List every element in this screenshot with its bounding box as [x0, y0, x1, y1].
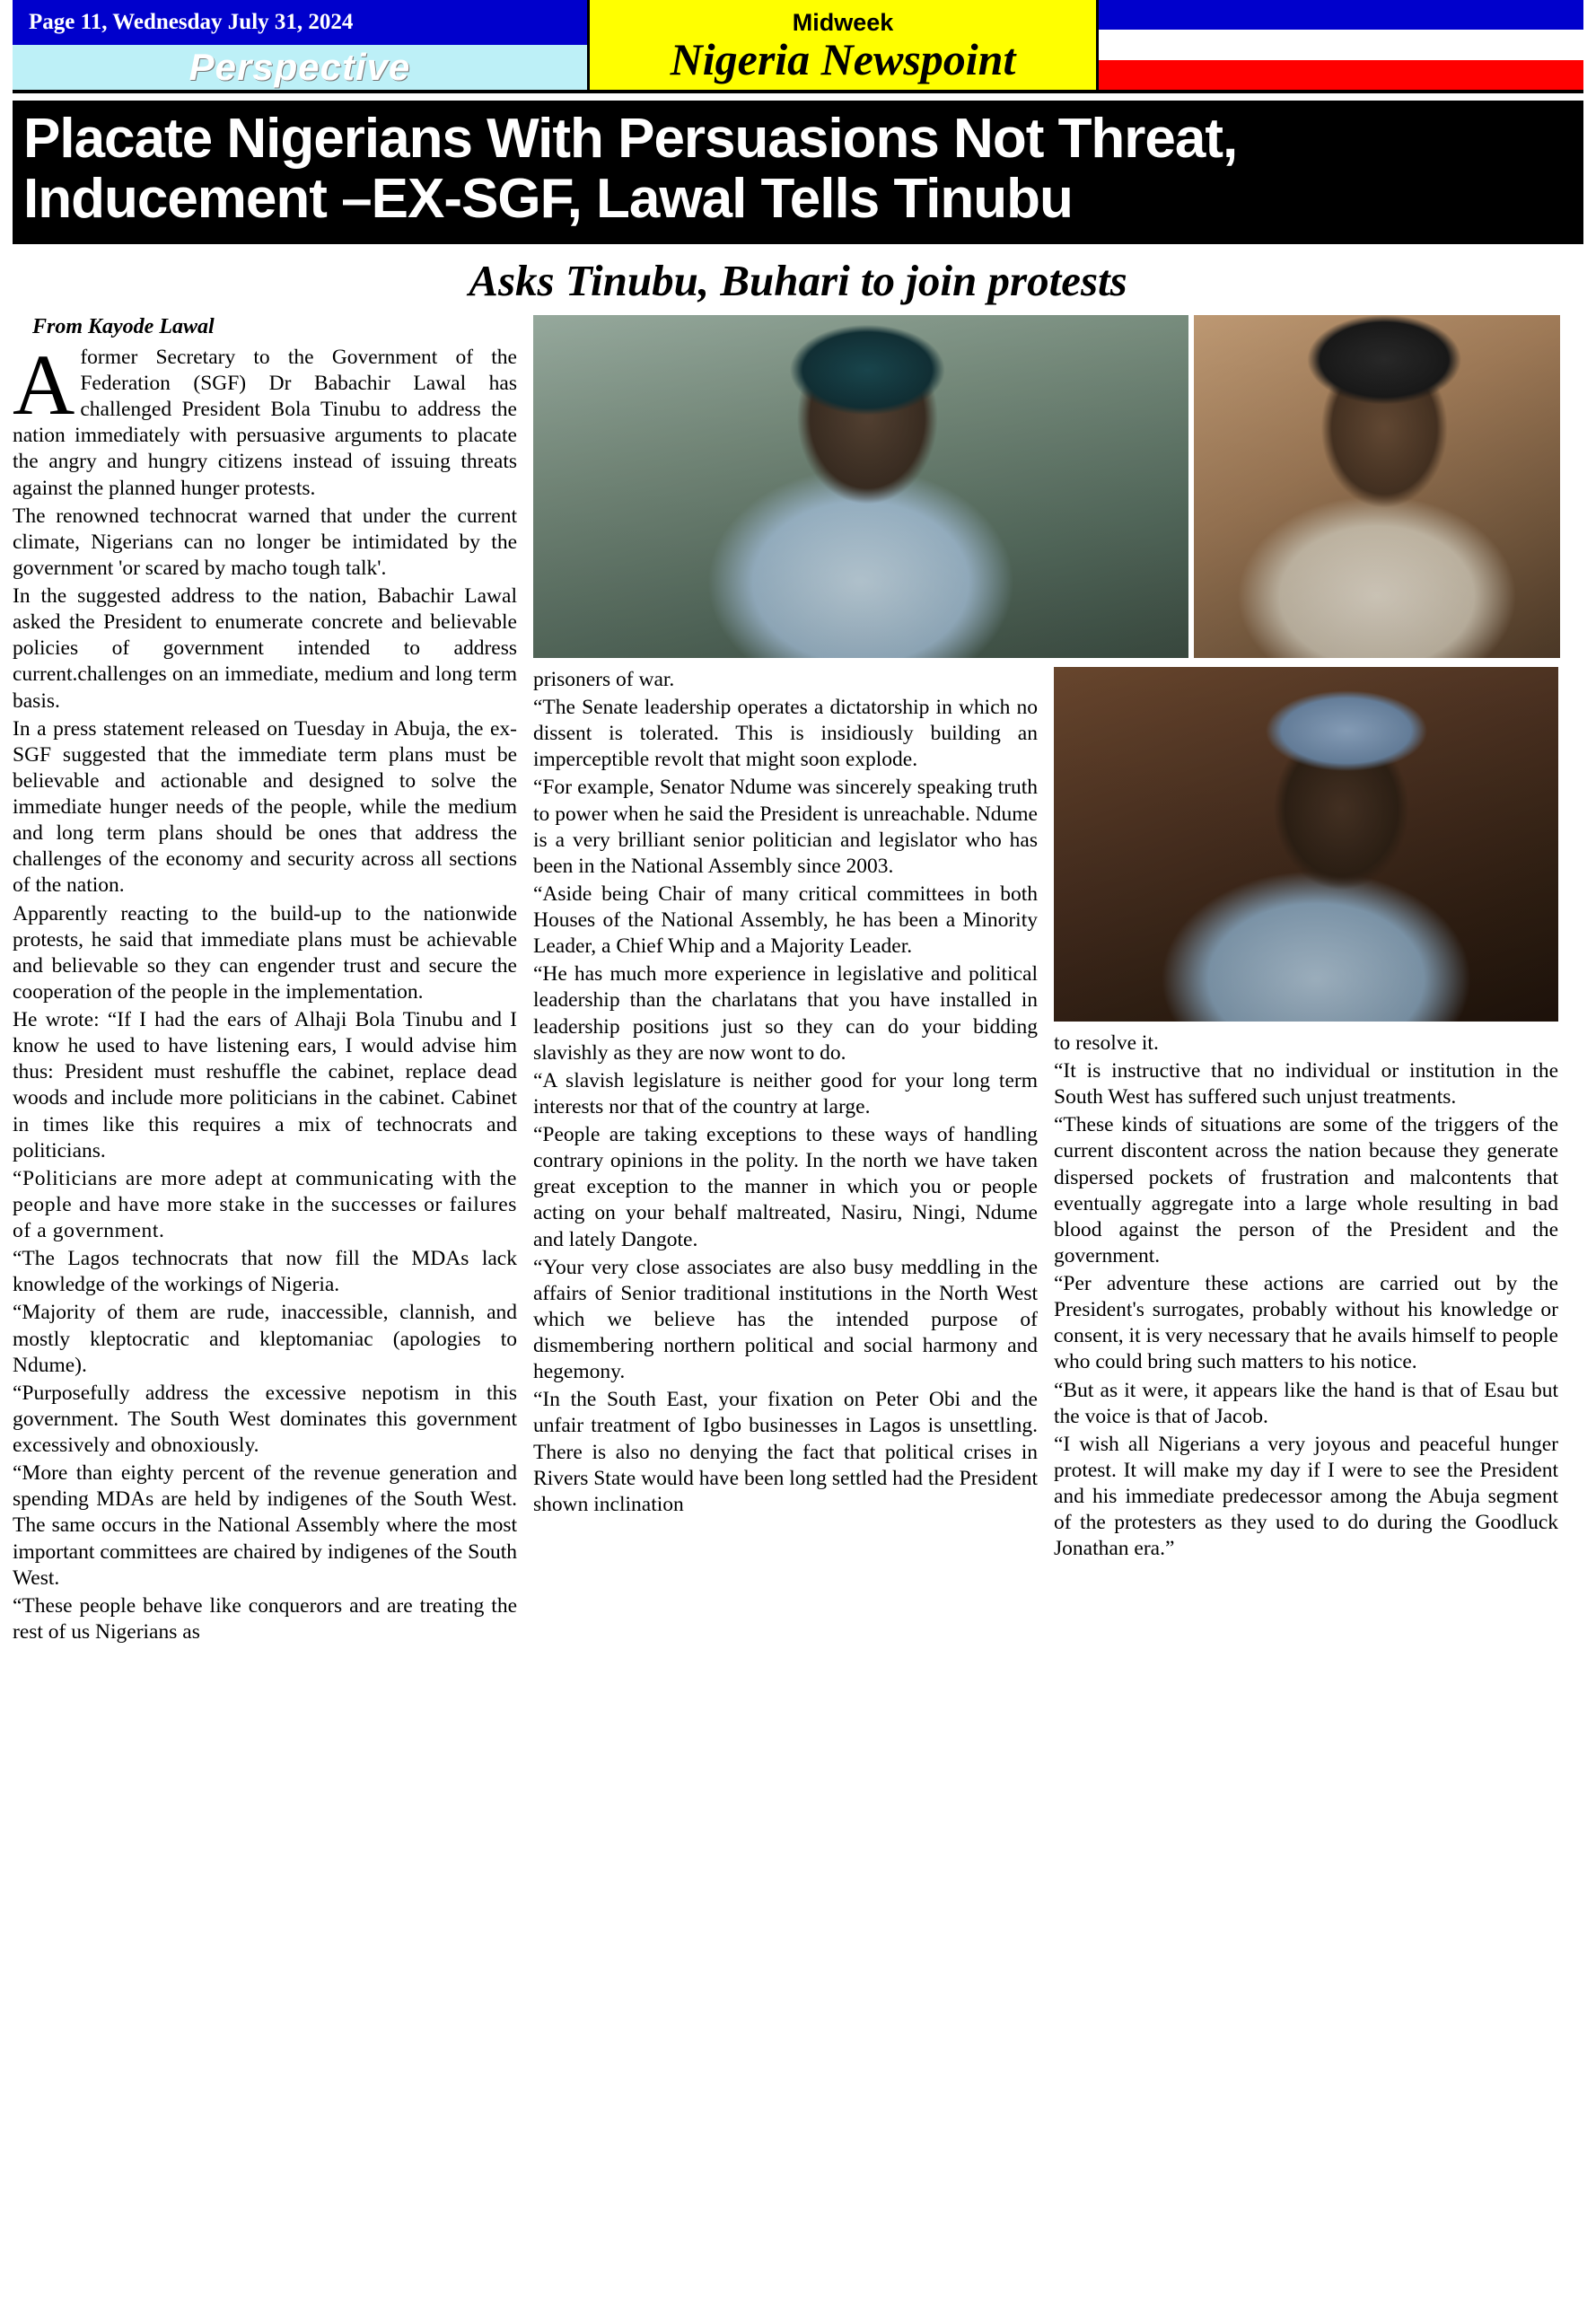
- color-bar-red: [1099, 60, 1583, 90]
- paragraph: “Per adventure these actions are carried out by the President's surrogates, probably without his knowledge or consent, it is very necessary that he avails himself to people who could bring such matters to his notice.: [1054, 1272, 1558, 1374]
- paragraph: “He has much more experience in legislative and political leadership than the charlatans that you have installed in leadership positions just so they can do your bidding slavishly as they are now wont to do.: [533, 962, 1038, 1065]
- paragraph: The renowned technocrat warned that under the current climate, Nigerians can no longer be intimidated by the government 'or scared by macho tough talk'.: [13, 504, 517, 580]
- column-3-text: [1054, 1031, 1558, 1563]
- color-bar-white: [1099, 30, 1583, 59]
- paragraph: “I wish all Nigerians a very joyous and peaceful hunger protest. It will make my day if I were to see the President and his immediate predecessor among the Abuja segment of the protesters as they used to do during the Goodluck Jonathan era.”: [1054, 1432, 1558, 1561]
- column-2: [533, 667, 1038, 1565]
- paragraph: Aformer Secretary to the Government of the Federation (SGF) Dr Babachir Lawal has challenged President Bola Tinubu to address the nation immediately with persuasive arguments to placate the angry and hungry citizens instead of issuing threats against the planned hunger protests.: [13, 336, 517, 500]
- headline-line-1: Placate Nigerians With Persuasions Not Threat,: [23, 108, 1238, 170]
- paragraph: “In the South East, your fixation on Peter Obi and the unfair treatment of Igbo businesses in Lagos is unsettling. There is also no denying the fact that political crises in Rivers State would have been long settled had the President shown inclination: [533, 1388, 1038, 1516]
- masthead-kicker: Midweek: [792, 8, 894, 36]
- paragraph: “For example, Senator Ndume was sincerely speaking truth to power when he said the President is unreachable. Ndume is a very brilliant senior politician and legislator who has been in the National Assembly since 2003.: [533, 776, 1038, 878]
- paragraph: “Aside being Chair of many critical committees in both Houses of the National Assembly, he has been a Minority Leader, a Chief Whip and a Majority Leader.: [533, 881, 1038, 959]
- paragraph: In the suggested address to the nation, Babachir Lawal asked the President to enumerate concrete and believable policies of government intended to address current.challenges on an immediate, medium and long term basis.: [13, 584, 517, 713]
- column-1: [13, 315, 517, 2236]
- column-2-text: [533, 667, 1038, 1518]
- paragraph: “More than eighty percent of the revenue generation and spending MDAs are held by indigenes of the South West. The same occurs in the National Assembly where the most important committees are chaired by indigenes of the South West.: [13, 1461, 517, 1590]
- masthead-title: Nigeria Newspoint: [670, 33, 1016, 84]
- paragraph: “People are taking exceptions to these ways of handling contrary opinions in the polity. In the north we have taken great exception to the manner in which you or people acting on your behalf maltreated, Nasiru, Ningi, Ndume and lately Dangote.: [533, 1123, 1038, 1251]
- paragraph: “Majority of them are rude, inaccessible, clannish, and mostly kleptocratic and kleptomaniac (apologies to Ndume).: [13, 1301, 517, 1377]
- paragraph: “Your very close associates are also busy meddling in the affairs of Senior traditional institutions in the North West which we believe has the intended purpose of dismembering northern political and social harmony and hegemony.: [533, 1255, 1038, 1384]
- paragraph: “The Senate leadership operates a dictatorship in which no dissent is tolerated. This is insidiously building an imperceptible revolt that might soon explode.: [533, 696, 1038, 772]
- color-bar-blue: [1099, 0, 1583, 30]
- page-dateline: Page 11, Wednesday July 31, 2024: [13, 0, 587, 45]
- section-banner: [13, 45, 587, 90]
- paragraph: “A slavish legislature is neither good for your long term interests nor that of the country at large.: [533, 1068, 1038, 1118]
- paragraph: “The Lagos technocrats that now fill the MDAs lack knowledge of the workings of Nigeria.: [13, 1247, 517, 1297]
- paragraph: “These kinds of situations are some of the triggers of the current discontent across the nation because they generate dispersed pockets of frustration and malcontents that eventually aggregate into a large whole resulting in bad blood against the person of the President and the government.: [1054, 1113, 1558, 1267]
- columns-2-3-wrapper: [533, 315, 1560, 2236]
- paragraph: “These people behave like conquerors and are treating the rest of us Nigerians as: [13, 1593, 517, 1644]
- masthead: [13, 0, 1583, 93]
- paragraph: Apparently reacting to the build-up to the nationwide protests, he said that immediate plans must be achievable and believable so they can engender trust and secure the cooperation of the people in the implementation.: [13, 901, 517, 1004]
- paragraph: to resolve it.: [1054, 1031, 1159, 1055]
- byline: From Kayode Lawal: [32, 314, 215, 338]
- photo-shettima: [1194, 315, 1560, 658]
- masthead-center: [587, 0, 1099, 90]
- column-1-text: [13, 336, 517, 1645]
- lower-columns: [533, 667, 1560, 1565]
- photo-lawal: [1054, 667, 1558, 1022]
- paragraph: “Politicians are more adept at communicating with the people and have more stake in the successes or failures of a government.: [13, 1166, 517, 1243]
- article-body: [13, 315, 1583, 2236]
- column-3: [1054, 667, 1558, 1565]
- paragraph: prisoners of war.: [533, 667, 675, 691]
- headline-line-2: Inducement –EX-SGF, Lawal Tells Tinubu: [23, 167, 1073, 230]
- paragraph: “Purposefully address the excessive nepotism in this government. The South West dominates this government excessively and obnoxiously.: [13, 1381, 517, 1458]
- section-label: Perspective: [189, 46, 411, 88]
- paragraph: He wrote: “If I had the ears of Alhaji Bola Tinubu and I know he used to have listening ears, I would advise him thus: President must reshuffle the cabinet, replace dead woods and include more politicians in the cabinet. Cabinet in times like this requires a mix of technocrats and politicians.: [13, 1008, 517, 1162]
- article-headline: [13, 101, 1583, 244]
- masthead-left: [13, 0, 587, 90]
- paragraph: “It is instructive that no individual or institution in the South West has suffered such unjust treatments.: [1054, 1059, 1558, 1110]
- photo-tinubu: [533, 315, 1188, 658]
- paragraph: “But as it were, it appears like the hand is that of Esau but the voice is that of Jacob.: [1054, 1378, 1558, 1428]
- paragraph: In a press statement released on Tuesday in Abuja, the ex-SGF suggested that the immediate term plans must be believable and actionable and designed to solve the immediate hunger needs of the people, while the medium and long term plans should be ones that address the challenges of the economy and security across all sections of the nation.: [13, 716, 517, 898]
- article-subheadline: Asks Tinubu, Buhari to join protests: [469, 255, 1127, 305]
- masthead-colorbars: [1099, 0, 1583, 90]
- photo-row-top: [533, 315, 1560, 658]
